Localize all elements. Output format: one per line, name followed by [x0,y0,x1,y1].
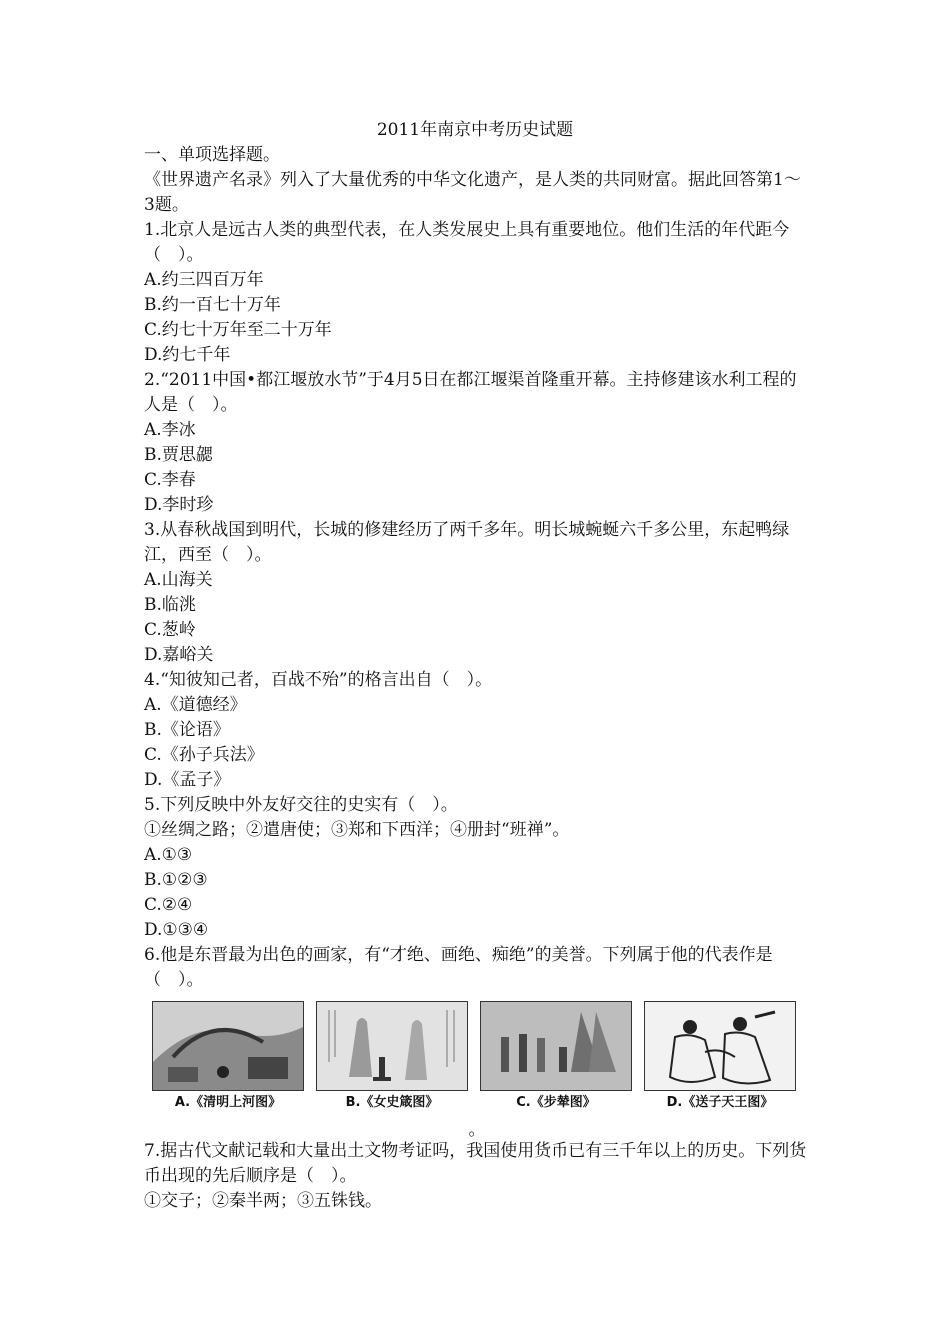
answer-option: D.《孟子》 [144,770,231,790]
answer-option: B.①②③ [144,870,208,890]
figure-caption: D.《送子天王图》 [666,1095,774,1110]
figure-caption: A.《清明上河图》 [174,1095,282,1110]
answer-option: A.①③ [144,845,193,865]
figure-a [152,1001,304,1111]
answer-option: D.嘉峪关 [144,645,214,665]
answer-option: A.山海关 [144,570,213,590]
answer-option: C.《孙子兵法》 [144,745,264,765]
figure-caption: B.《女史箴图》 [345,1095,439,1110]
figure-note: 。 [468,1120,486,1140]
answer-option: A.李冰 [144,420,196,440]
answer-option: D.①③④ [144,920,209,940]
figure-caption: C.《步辇图》 [516,1095,596,1110]
answer-option: B.《论语》 [144,720,230,740]
painting-image [152,1001,304,1091]
painting-image [316,1001,468,1091]
page-title: 2011年南京中考历史试题 [376,120,574,140]
painting-figures [144,1001,810,1121]
answer-option: B.约一百七十万年 [144,295,281,315]
answer-option: C.约七十万年至二十万年 [144,320,332,340]
figure-d [644,1001,796,1111]
figure-c [480,1001,632,1111]
question-stem: 7.据古代文献记载和大量出土文物考证吗，我国使用货币已有三千年以上的历史。下列货币出现的先后顺序是（ ）。 [144,1141,807,1186]
answer-option: D.李时珍 [144,495,214,515]
answer-option: C.葱岭 [144,620,196,640]
question-note: ①交子；②秦半两；③五铢钱。 [144,1191,382,1211]
question-stem: 6.他是东晋最为出色的画家，有“才绝、画绝、痴绝”的美誉。下列属于他的代表作是（ ）。 [144,945,773,990]
section-heading: 一、单项选择题。 [144,145,280,165]
answer-option: A.约三四百万年 [144,270,264,290]
answer-option: B.临洮 [144,595,196,615]
question-stem: 1.北京人是远古人类的典型代表，在人类发展史上具有重要地位。他们生活的年代距今（ ）。 [144,220,790,265]
painting-image [480,1001,632,1091]
painting-image [644,1001,796,1091]
answer-option: C.②④ [144,895,193,915]
figure-b [316,1001,468,1111]
question-stem: 2.“2011中国•都江堰放水节”于4月5日在都江堰渠首隆重开幕。主持修建该水利工程的人是（ ）。 [144,370,797,415]
answer-option: B.贾思勰 [144,445,213,465]
answer-option: C.李春 [144,470,196,490]
document-body [144,143,810,1214]
intro-paragraph: 《世界遗产名录》列入了大量优秀的中华文化遗产，是人类的共同财富。据此回答第1～3题。 [144,170,801,215]
question-note: ①丝绸之路；②遣唐使；③郑和下西洋；④册封“班禅”。 [144,820,570,840]
answer-option: A.《道德经》 [144,695,247,715]
question-stem: 5.下列反映中外友好交往的史实有（ ）。 [144,795,458,815]
question-stem: 4.“知彼知己者，百战不殆”的格言出自（ ）。 [144,670,493,690]
answer-option: D.约七千年 [144,345,231,365]
question-stem: 3.从春秋战国到明代，长城的修建经历了两千多年。明长城蜿蜒六千多公里，东起鸭绿江，西至（ ）。 [144,520,790,565]
